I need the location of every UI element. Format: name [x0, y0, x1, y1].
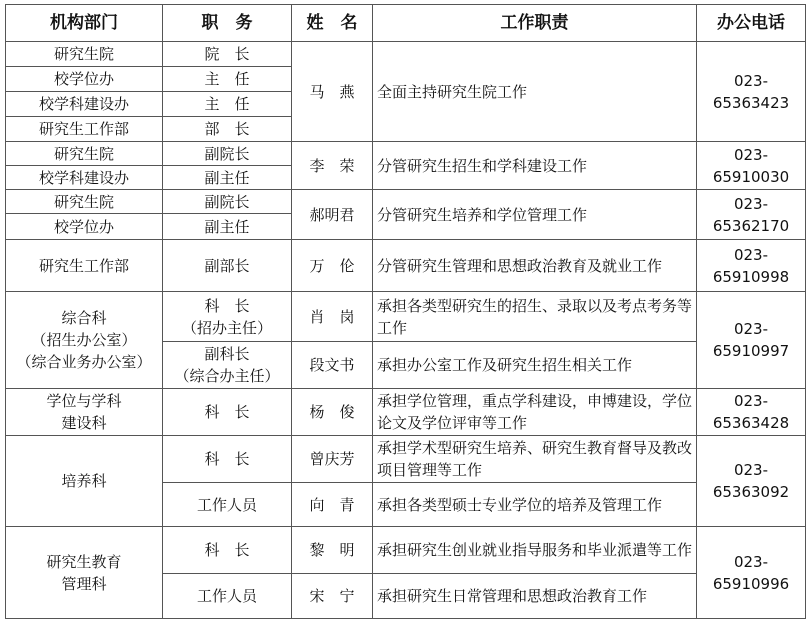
- header-duties: 工作职责: [373, 5, 697, 42]
- position-cell: 院 长: [163, 42, 292, 67]
- position-cell: 科 长: [163, 436, 292, 483]
- name-cell: 杨 俊: [292, 389, 373, 436]
- duty-cell: 分管研究生招生和学科建设工作: [373, 142, 697, 190]
- position-cell: 主 任: [163, 67, 292, 92]
- position-cell: 副院长: [163, 190, 292, 214]
- department-cell: 校学位办: [6, 67, 163, 92]
- duty-cell: 承担研究生创业就业指导服务和毕业派遣等工作: [373, 527, 697, 574]
- phone-cell: 023-65910996: [697, 527, 806, 619]
- phone-cell: 023-65910998: [697, 240, 806, 292]
- department-cell: 研究生工作部: [6, 240, 163, 292]
- name-cell: 肖 岗: [292, 292, 373, 342]
- position-cell: 工作人员: [163, 483, 292, 527]
- department-cell: 校学科建设办: [6, 92, 163, 117]
- header-department: 机构部门: [6, 5, 163, 42]
- position-cell: 副院长: [163, 142, 292, 166]
- table-row: [6, 142, 806, 166]
- position-cell: 科 长: [163, 389, 292, 436]
- duty-cell: 全面主持研究生院工作: [373, 42, 697, 142]
- name-cell: 马 燕: [292, 42, 373, 142]
- header-phone: 办公电话: [697, 5, 806, 42]
- position-cell: 工作人员: [163, 574, 292, 619]
- department-cell: 研究生院: [6, 42, 163, 67]
- position-cell: 副主任: [163, 214, 292, 240]
- duty-cell: 承担各类型研究生的招生、录取以及考点考务等工作: [373, 292, 697, 342]
- position-cell: 主 任: [163, 92, 292, 117]
- table-row: [6, 190, 806, 214]
- header-name: 姓 名: [292, 5, 373, 42]
- duty-cell: 承担学位管理，重点学科建设，申博建设，学位论文及学位评审等工作: [373, 389, 697, 436]
- name-cell: 万 伦: [292, 240, 373, 292]
- table-row: [6, 527, 806, 574]
- name-cell: 宋 宁: [292, 574, 373, 619]
- phone-cell: 023-65910030: [697, 142, 806, 190]
- department-cell: 综合科 （招生办公室） （综合业务办公室）: [6, 292, 163, 389]
- header-position: 职 务: [163, 5, 292, 42]
- department-cell: 研究生院: [6, 190, 163, 214]
- position-cell: 科 长: [163, 527, 292, 574]
- name-cell: 李 荣: [292, 142, 373, 190]
- position-cell: 科 长 （招办主任）: [163, 292, 292, 342]
- duty-cell: 分管研究生培养和学位管理工作: [373, 190, 697, 240]
- name-cell: 段文书: [292, 342, 373, 389]
- duty-cell: 分管研究生管理和思想政治教育及就业工作: [373, 240, 697, 292]
- name-cell: 黎 明: [292, 527, 373, 574]
- department-cell: 研究生院: [6, 142, 163, 166]
- table-row: [6, 292, 806, 342]
- name-cell: 郝明君: [292, 190, 373, 240]
- duty-cell: 承担各类型硕士专业学位的培养及管理工作: [373, 483, 697, 527]
- duty-cell: 承担研究生日常管理和思想政治教育工作: [373, 574, 697, 619]
- name-cell: 曾庆芳: [292, 436, 373, 483]
- position-cell: 部 长: [163, 117, 292, 142]
- phone-cell: 023-65363428: [697, 389, 806, 436]
- table-row: [6, 436, 806, 483]
- duty-cell: 承担办公室工作及研究生招生相关工作: [373, 342, 697, 389]
- header-row: [6, 5, 806, 42]
- table-row: [6, 240, 806, 292]
- table-row: [6, 389, 806, 436]
- phone-cell: 023-65362170: [697, 190, 806, 240]
- department-cell: 培养科: [6, 436, 163, 527]
- department-cell: 学位与学科 建设科: [6, 389, 163, 436]
- department-cell: 校学科建设办: [6, 166, 163, 190]
- position-cell: 副科长 （综合办主任）: [163, 342, 292, 389]
- position-cell: 副部长: [163, 240, 292, 292]
- phone-cell: 023-65363092: [697, 436, 806, 527]
- table-row: [6, 42, 806, 67]
- position-cell: 副主任: [163, 166, 292, 190]
- name-cell: 向 青: [292, 483, 373, 527]
- department-cell: 研究生教育 管理科: [6, 527, 163, 619]
- phone-cell: 023-65363423: [697, 42, 806, 142]
- department-cell: 校学位办: [6, 214, 163, 240]
- phone-cell: 023-65910997: [697, 292, 806, 389]
- department-cell: 研究生工作部: [6, 117, 163, 142]
- duty-cell: 承担学术型研究生培养、研究生教育督导及教改项目管理等工作: [373, 436, 697, 483]
- staff-directory-table: [5, 4, 806, 619]
